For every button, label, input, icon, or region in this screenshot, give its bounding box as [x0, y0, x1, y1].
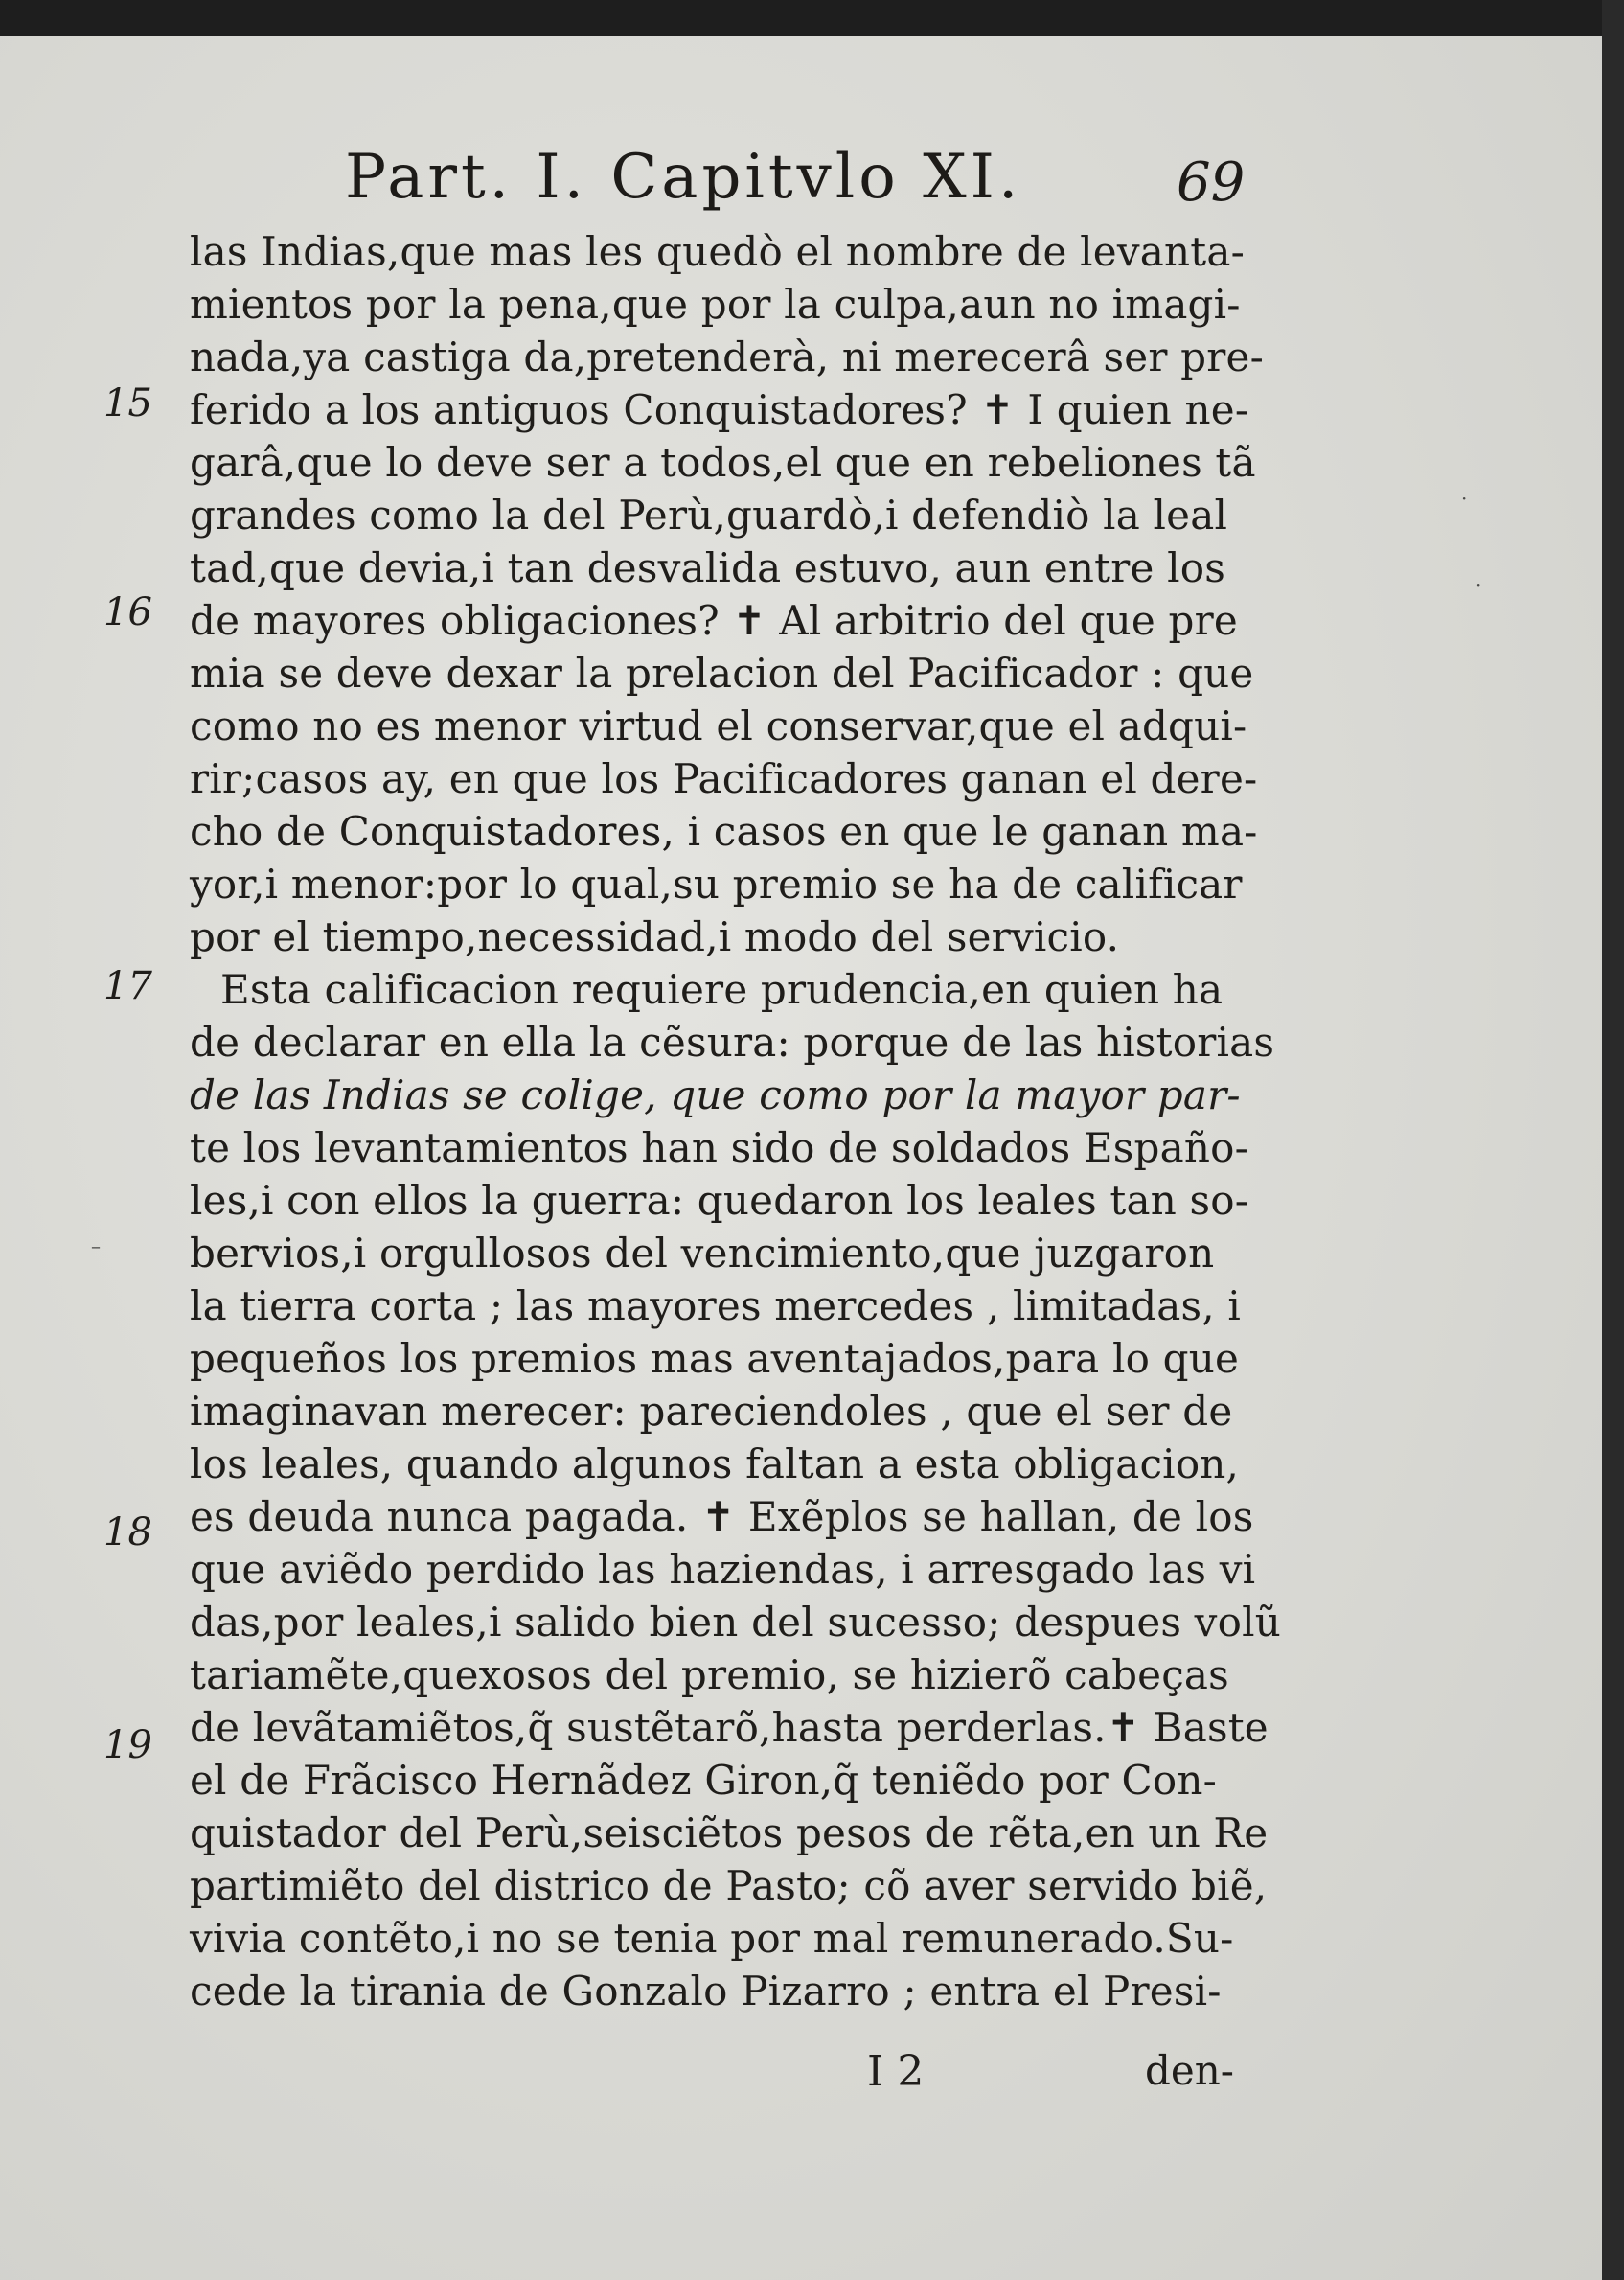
text-line: pequeños los premios mas aventajados,para lo que — [190, 1335, 1240, 1382]
catchword: den- — [1145, 2047, 1234, 2094]
text-line: Esta calificacion requiere prudencia,en quien ha — [220, 966, 1224, 1013]
page-number: 69 — [1177, 151, 1246, 214]
text-line: por el tiempo,necessidad,i modo del servicio. — [190, 913, 1120, 960]
text-line: grandes como la del Perù,guardò,i defendiò la leal — [190, 492, 1228, 539]
text-line: yor,i menor:por lo qual,su premio se ha de calificar — [190, 861, 1243, 908]
margin-number-16: 16 — [103, 590, 152, 634]
text-line: vivia contẽto,i no se tenia por mal remunerado.Su- — [190, 1915, 1234, 1962]
margin-number-15: 15 — [103, 381, 152, 426]
margin-number-17: 17 — [103, 964, 152, 1008]
text-line: la tierra corta ; las mayores mercedes , limitadas, i — [190, 1282, 1242, 1329]
ink-speck: · — [1475, 573, 1482, 596]
text-line: de declarar en ella la cẽsura: porque de las historias — [190, 1019, 1275, 1066]
text-line: nada,ya castiga da,pretenderà, ni merecerâ ser pre- — [190, 334, 1264, 380]
text-line: bervios,i orgullosos del vencimiento,que juzgaron — [190, 1230, 1215, 1277]
text-line: cho de Conquistadores, i casos en que le ganan ma- — [190, 808, 1258, 855]
signature-mark: I 2 — [867, 2047, 925, 2096]
ink-speck: · — [1461, 487, 1468, 510]
text-line: mientos por la pena,que por la culpa,aun no imagi- — [190, 281, 1241, 328]
running-head-title: Part. I. Capitvlo XI. — [345, 142, 1022, 213]
text-line: tariamẽte,quexosos del premio, se hizierõ cabeças — [190, 1651, 1229, 1698]
text-line: te los levantamientos han sido de soldados Españo- — [190, 1124, 1248, 1171]
running-head — [0, 113, 1602, 219]
text-line: imaginavan merecer: pareciendoles , que el ser de — [190, 1388, 1233, 1435]
text-line: el de Frãcisco Hernãdez Giron,q̃ teniẽdo por Con- — [190, 1757, 1217, 1804]
text-line: como no es menor virtud el conservar,que el adqui- — [190, 702, 1247, 749]
margin-number-18: 18 — [103, 1510, 152, 1555]
text-line: rir;casos ay, en que los Pacificadores ganan el dere- — [190, 755, 1258, 802]
text-line: los leales, quando algunos faltan a esta obligacion, — [190, 1440, 1240, 1487]
text-line: que aviẽdo perdido las haziendas, i arresgado las vi — [190, 1546, 1256, 1593]
text-line: das,por leales,i salido bien del sucesso; despues volũ — [190, 1599, 1281, 1646]
text-line: cede la tirania de Gonzalo Pizarro ; entra el Presi- — [190, 1968, 1222, 2015]
text-line: ferido a los antiguos Conquistadores? ✝ I quien ne- — [190, 386, 1249, 433]
text-line: de las Indias se colige, que como por la mayor par- — [190, 1071, 1241, 1118]
text-line: quistador del Perù,seisciẽtos pesos de rẽta,en un Re — [190, 1809, 1269, 1856]
text-line: partimiẽto del districo de Pasto; cõ aver servido biẽ, — [190, 1862, 1268, 1909]
book-page — [0, 36, 1602, 2280]
text-line: de mayores obligaciones? ✝ Al arbitrio del que pre — [190, 597, 1238, 644]
ink-speck: – — [91, 1234, 101, 1257]
text-line: las Indias,que mas les quedò el nombre de levanta- — [190, 228, 1245, 275]
scan-edge — [1602, 0, 1624, 2280]
text-line: es deuda nunca pagada. ✝ Exẽplos se hallan, de los — [190, 1493, 1254, 1540]
text-line: les,i con ellos la guerra: quedaron los leales tan so- — [190, 1177, 1249, 1224]
text-line: tad,que devia,i tan desvalida estuvo, aun entre los — [190, 544, 1225, 591]
text-line: de levãtamiẽtos,q̃ sustẽtarõ,hasta perderlas.✝ Baste — [190, 1704, 1269, 1751]
margin-number-19: 19 — [103, 1723, 152, 1767]
text-line: garâ,que lo deve ser a todos,el que en rebeliones tã — [190, 439, 1256, 486]
text-line: mia se deve dexar la prelacion del Pacificador : que — [190, 650, 1254, 697]
